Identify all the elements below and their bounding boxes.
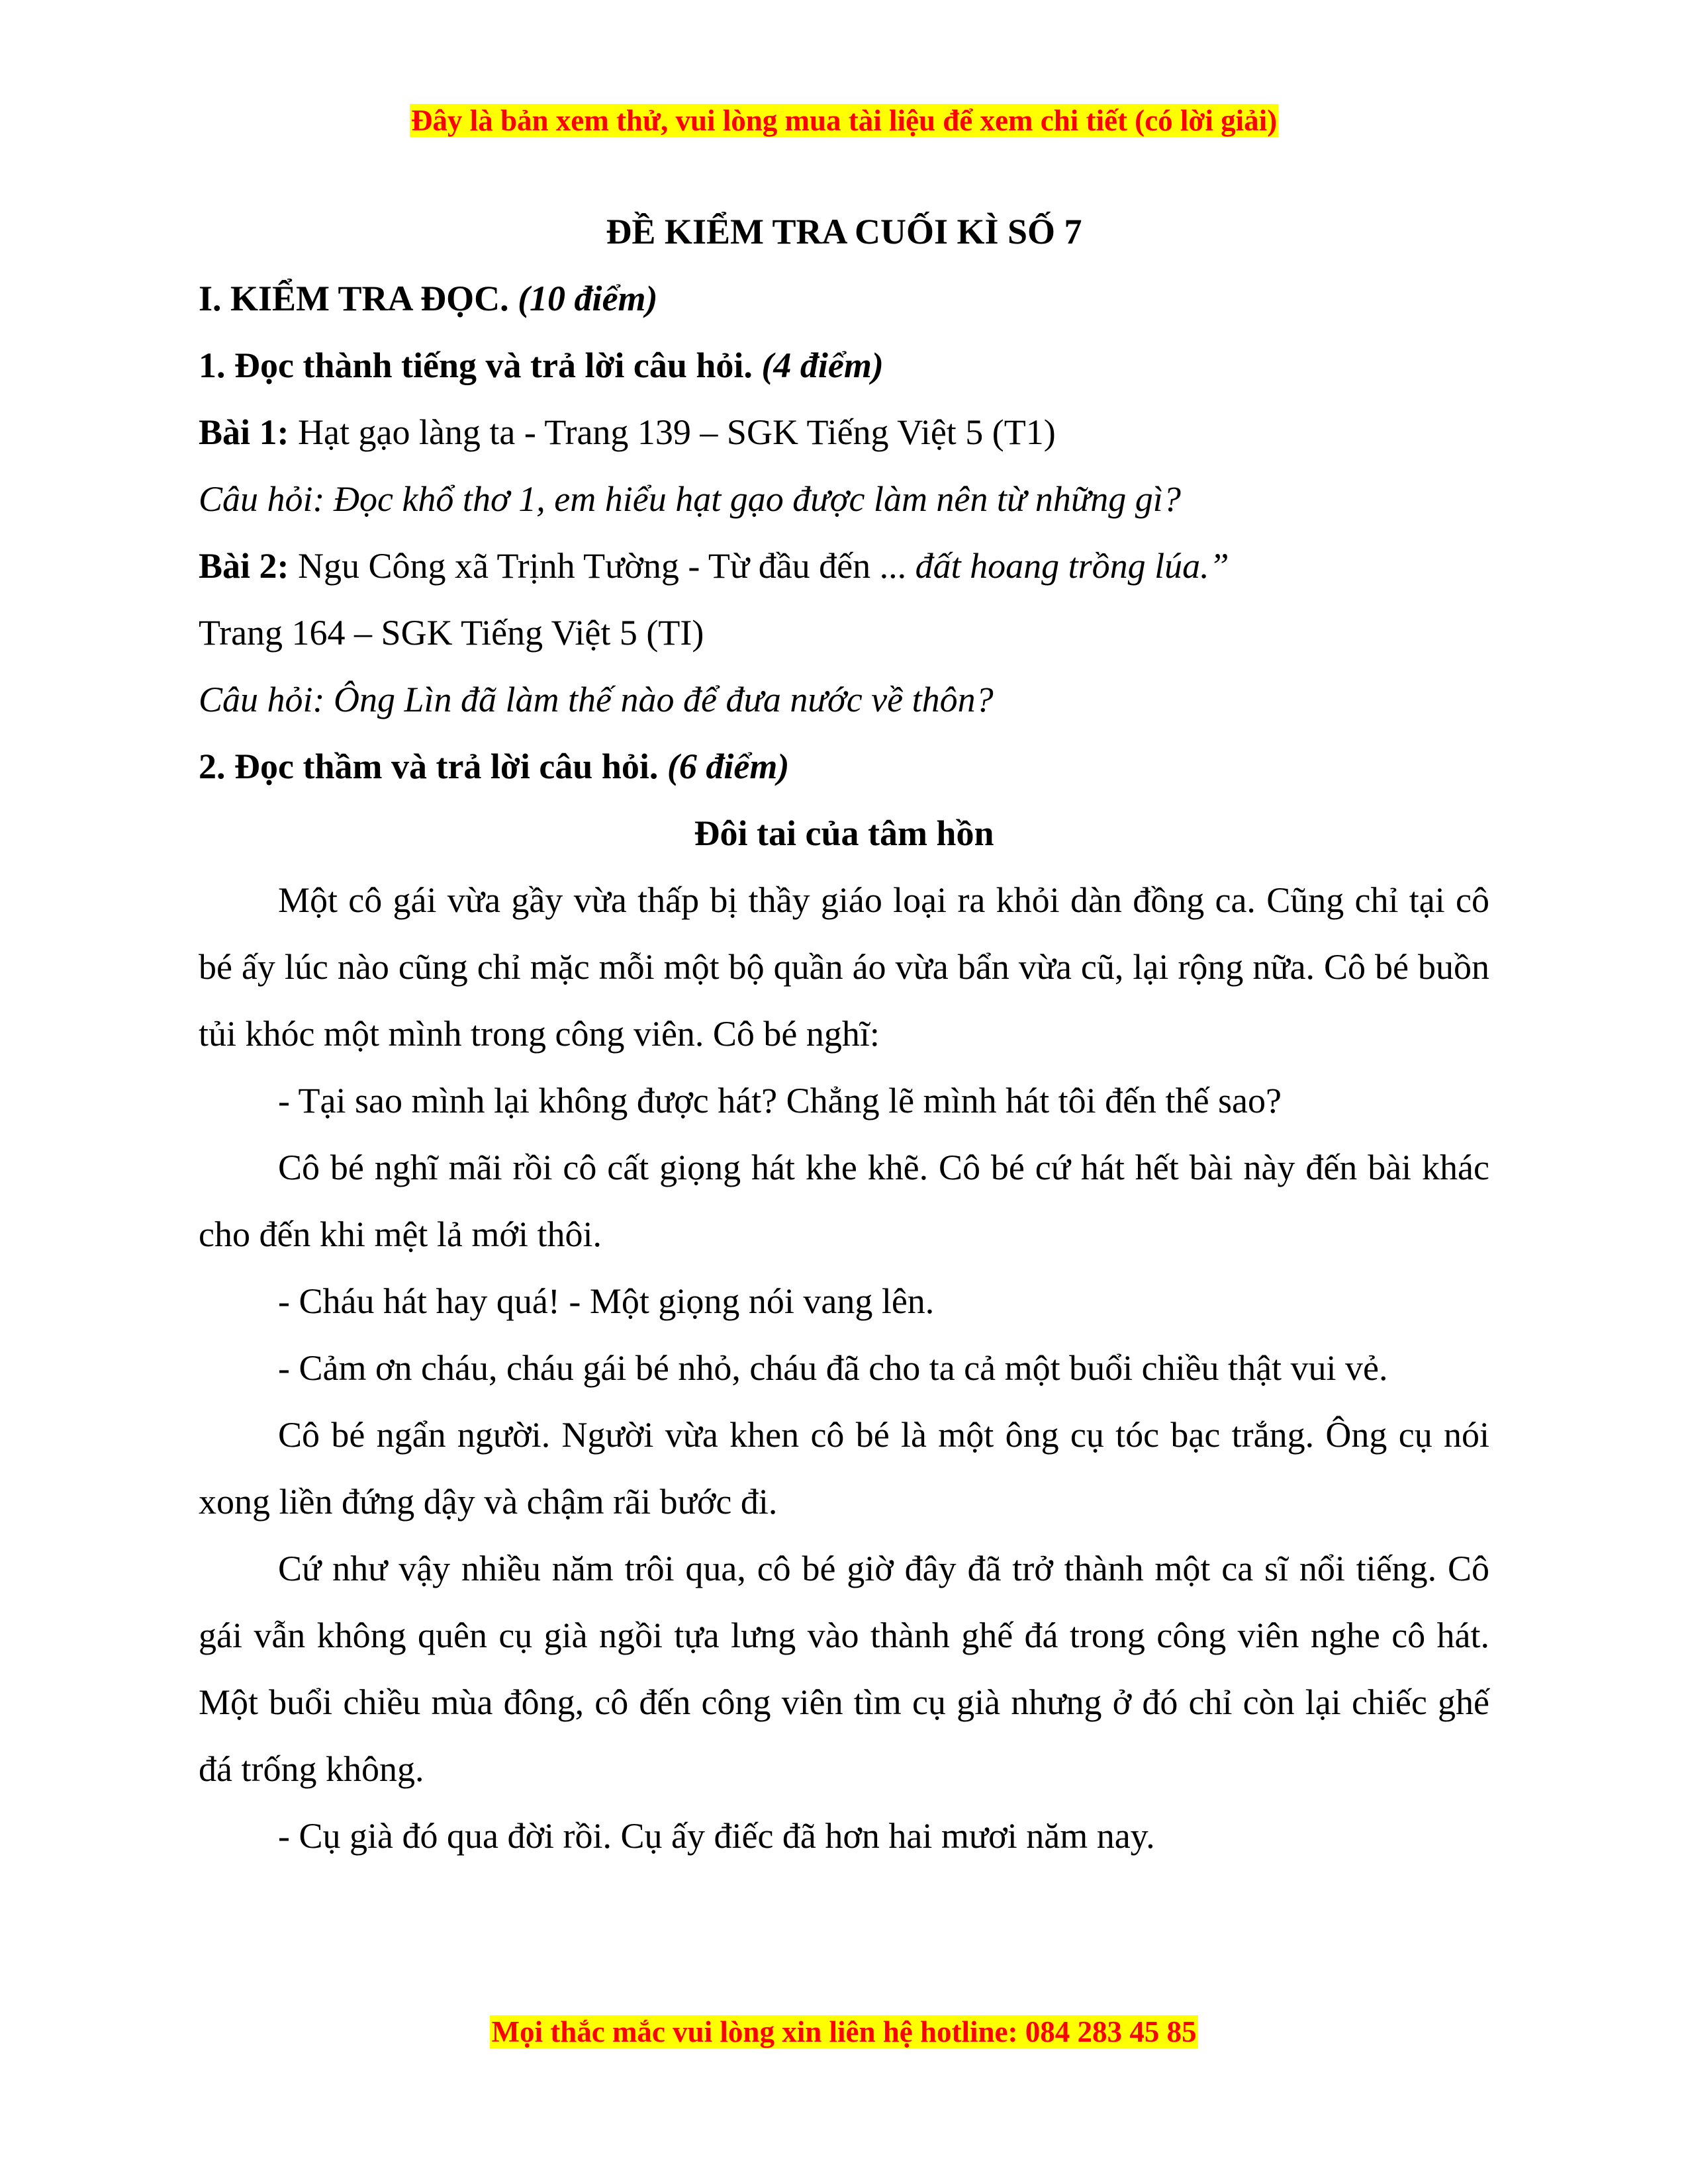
story-dialogue-2: - Cháu hát hay quá! - Một giọng nói vang lên. [278, 1281, 935, 1321]
story-dialogue-1: - Tại sao mình lại không được hát? Chẳng lẽ mình hát tôi đến thế sao? [278, 1081, 1282, 1120]
section-points: (10 điểm) [518, 279, 658, 318]
preview-notice [0, 101, 1688, 140]
part1-heading-text: 1. Đọc thành tiếng và trả lời câu hỏi. [199, 345, 753, 385]
story-paragraph-2: Cô bé nghĩ mãi rồi cô cất giọng hát khe khẽ. Cô bé cứ hát hết bài này đến bài khác cho đến khi mệt lả mới thôi. [199, 1148, 1489, 1254]
section-heading-reading [199, 265, 1489, 332]
hotline-notice [0, 2012, 1688, 2052]
document-content [199, 199, 1489, 1870]
preview-notice-text: Đây là bản xem thử, vui lòng mua tài liệu để xem chi tiết (có lời giải) [410, 104, 1278, 137]
bai2-text: Ngu Công xã Trịnh Tường - Từ đầu đến ... [289, 546, 915, 586]
part2-points: (6 điểm) [667, 747, 790, 786]
story-paragraph-1: Một cô gái vừa gầy vừa thấp bị thầy giáo loại ra khỏi dàn đồng ca. Cũng chỉ tại cô bé ấy lúc nào cũng chỉ mặc mỗi một bộ quần áo vừa bẩn vừa cũ, lại rộng nữa. Cô bé buồn tủi khóc một mình trong công viên. Cô bé nghĩ: [199, 880, 1489, 1054]
bai2-label: Bài 2: [199, 546, 289, 586]
section-heading-text: I. KIỂM TRA ĐỌC. [199, 279, 509, 318]
bai1-question: Câu hỏi: Đọc khổ thơ 1, em hiểu hạt gạo được làm nên từ những gì? [199, 479, 1181, 519]
hotline-notice-text: Mọi thắc mắc vui lòng xin liên hệ hotline: 084 283 45 85 [491, 2015, 1197, 2048]
bai2-question: Câu hỏi: Ông Lìn đã làm thế nào để đưa nước về thôn? [199, 680, 994, 719]
bai1-text: Hạt gạo làng ta - Trang 139 – SGK Tiếng Việt 5 (T1) [289, 412, 1056, 452]
part2-heading-text: 2. Đọc thầm và trả lời câu hỏi. [199, 747, 659, 786]
bai1-label: Bài 1: [199, 412, 289, 452]
bai2-text-italic: đất hoang trồng lúa.” [915, 546, 1229, 586]
story-title: Đôi tai của tâm hồn [694, 813, 994, 853]
part2-heading [199, 733, 1489, 800]
bai1-line [199, 399, 1489, 466]
story-dialogue-3: - Cảm ơn cháu, cháu gái bé nhỏ, cháu đã cho ta cả một buổi chiều thật vui vẻ. [278, 1348, 1388, 1388]
bai2-page-ref: Trang 164 – SGK Tiếng Việt 5 (TI) [199, 613, 704, 653]
bai2-line [199, 533, 1489, 600]
part1-points: (4 điểm) [761, 345, 884, 385]
story-dialogue-4: - Cụ già đó qua đời rồi. Cụ ấy điếc đã hơn hai mươi năm nay. [278, 1816, 1155, 1856]
story-paragraph-3: Cô bé ngẩn người. Người vừa khen cô bé là một ông cụ tóc bạc trắng. Ông cụ nói xong liền đứng dậy và chậm rãi bước đi. [199, 1415, 1489, 1522]
exam-title: ĐỀ KIỂM TRA CUỐI KÌ SỐ 7 [606, 212, 1082, 251]
story-paragraph-4: Cứ như vậy nhiều năm trôi qua, cô bé giờ đây đã trở thành một ca sĩ nổi tiếng. Cô gái vẫn không quên cụ già ngồi tựa lưng vào thành ghế đá trong công viên nghe cô hát. Một buổi chiều mùa đông, cô đến công viên tìm cụ già nhưng ở đó chỉ còn lại chiếc ghế đá trống không. [199, 1549, 1489, 1789]
part1-heading [199, 332, 1489, 399]
